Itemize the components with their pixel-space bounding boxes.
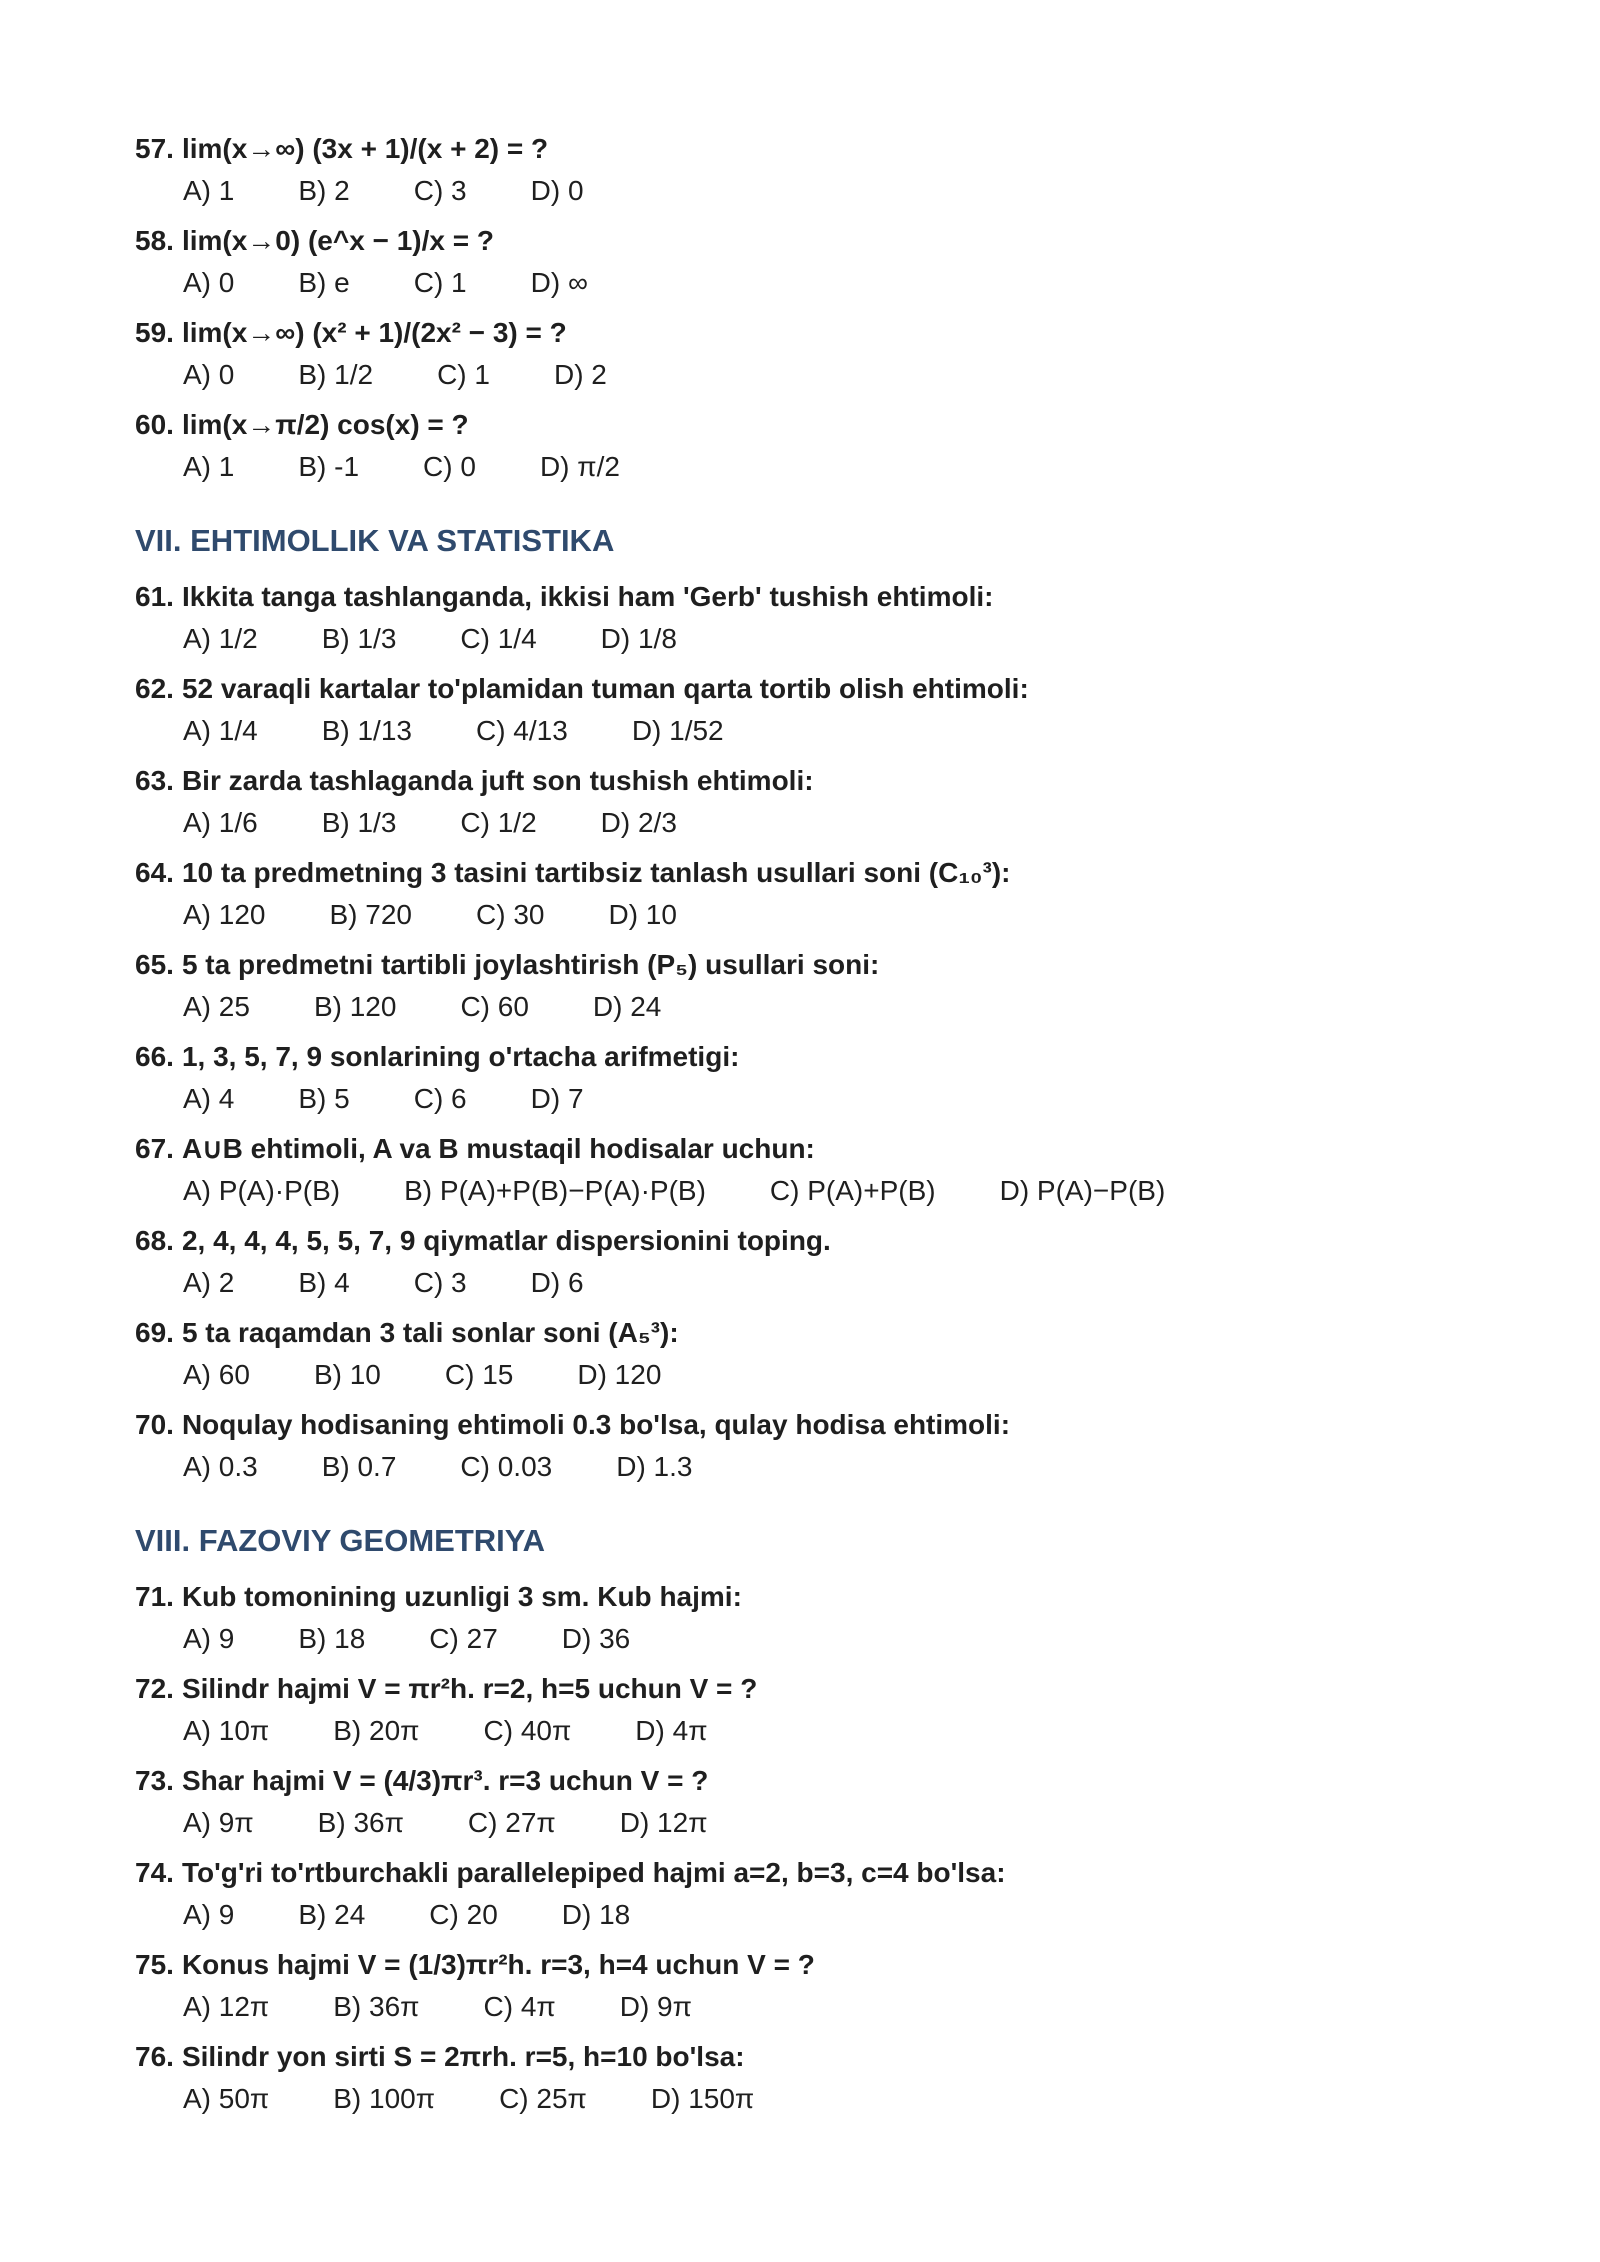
answer-options — [135, 1710, 1475, 1752]
answer-option: C) 4/13 — [475, 715, 568, 746]
answer-option: B) 2 — [298, 175, 350, 206]
answer-option: B) 120 — [313, 991, 397, 1022]
answer-option: B) 0.7 — [321, 1451, 397, 1482]
question-number: 73. — [135, 1765, 174, 1796]
answer-option: B) 36π — [333, 1991, 420, 2022]
answer-option: A) 1 — [183, 451, 235, 482]
answer-option: C) 0 — [423, 451, 476, 482]
question-number: 71. — [135, 1581, 174, 1612]
question-body: 1, 3, 5, 7, 9 sonlarining o'rtacha arifmetigi: — [181, 1041, 740, 1072]
answer-option: B) 1/13 — [321, 715, 412, 746]
question-item — [135, 1668, 1475, 1752]
question-body: 2, 4, 4, 4, 5, 5, 7, 9 qiymatlar dispersionini toping. — [181, 1225, 831, 1256]
answer-option: A) 12π — [183, 1991, 270, 2022]
answer-options — [135, 802, 1475, 844]
answer-option: C) 6 — [413, 1083, 467, 1114]
answer-option: D) 0 — [530, 175, 584, 206]
answer-options — [135, 1446, 1475, 1488]
answer-option: D) 120 — [577, 1359, 662, 1390]
answer-options — [135, 446, 1475, 488]
answer-option: A) 120 — [183, 899, 266, 930]
question-number: 61. — [135, 581, 174, 612]
answer-option: D) P(A)−P(B) — [999, 1175, 1166, 1206]
question-body: Kub tomonining uzunligi 3 sm. Kub hajmi: — [181, 1581, 742, 1612]
question-text — [135, 220, 1475, 262]
answer-option: C) 20 — [429, 1899, 498, 1930]
question-text — [135, 1220, 1475, 1262]
question-text — [135, 404, 1475, 446]
answer-option: D) 150π — [650, 2083, 755, 2114]
question-number: 57. — [135, 133, 174, 164]
answer-option: A) 0.3 — [183, 1451, 258, 1482]
answer-options — [135, 710, 1475, 752]
question-number: 74. — [135, 1857, 174, 1888]
answer-options — [135, 170, 1475, 212]
section-heading: VIII. FAZOVIY GEOMETRIYA — [135, 1523, 545, 1558]
question-text — [135, 2036, 1475, 2078]
question-body: Konus hajmi V = (1/3)πr²h. r=3, h=4 uchun V = ? — [181, 1949, 815, 1980]
answer-option: D) 10 — [608, 899, 677, 930]
answer-option: A) 10π — [183, 1715, 270, 1746]
question-list — [135, 128, 1475, 2128]
question-body: 52 varaqli kartalar to'plamidan tuman qarta tortib olish ehtimoli: — [181, 673, 1029, 704]
question-text — [135, 1852, 1475, 1894]
question-number: 58. — [135, 225, 174, 256]
question-body: lim(x→∞) (3x + 1)/(x + 2) = ? — [181, 133, 549, 164]
answer-option: B) 5 — [298, 1083, 350, 1114]
question-body: Ikkita tanga tashlanganda, ikkisi ham 'Gerb' tushish ehtimoli: — [181, 581, 994, 612]
answer-option: C) 1 — [437, 359, 490, 390]
answer-option: A) 1/4 — [183, 715, 258, 746]
answer-option: A) 9 — [183, 1899, 235, 1930]
question-text — [135, 1404, 1475, 1446]
answer-option: C) 25π — [499, 2083, 587, 2114]
question-item — [135, 1036, 1475, 1120]
answer-option: A) 0 — [183, 359, 235, 390]
answer-option: B) 100π — [333, 2083, 436, 2114]
answer-option: D) 9π — [619, 1991, 692, 2022]
answer-option: A) 2 — [183, 1267, 235, 1298]
answer-options — [135, 1354, 1475, 1396]
question-number: 76. — [135, 2041, 174, 2072]
question-number: 63. — [135, 765, 174, 796]
answer-option: A) 1/2 — [183, 623, 258, 654]
answer-option: A) 9 — [183, 1623, 235, 1654]
answer-options — [135, 894, 1475, 936]
question-body: 5 ta raqamdan 3 tali sonlar soni (A₅³): — [181, 1317, 679, 1348]
answer-option: A) 1/6 — [183, 807, 258, 838]
answer-option: C) 40π — [483, 1715, 572, 1746]
answer-option: B) 4 — [298, 1267, 350, 1298]
question-number: 69. — [135, 1317, 174, 1348]
question-item — [135, 220, 1475, 304]
answer-option: D) 1.3 — [616, 1451, 693, 1482]
answer-option: D) π/2 — [539, 451, 620, 482]
answer-option: A) 4 — [183, 1083, 235, 1114]
question-body: lim(x→∞) (x² + 1)/(2x² − 3) = ? — [181, 317, 567, 348]
answer-option: A) 50π — [183, 2083, 270, 2114]
answer-option: C) 27π — [467, 1807, 556, 1838]
answer-options — [135, 262, 1475, 304]
question-item — [135, 1576, 1475, 1660]
answer-option: C) 0.03 — [460, 1451, 553, 1482]
answer-option: D) 36 — [561, 1623, 631, 1654]
answer-options — [135, 1078, 1475, 1120]
answer-option: B) 1/3 — [321, 807, 397, 838]
answer-options — [135, 1170, 1475, 1212]
answer-option: A) 0 — [183, 267, 235, 298]
question-text — [135, 1312, 1475, 1354]
question-body: Silindr yon sirti S = 2πrh. r=5, h=10 bo'lsa: — [181, 2041, 745, 2072]
question-item — [135, 1128, 1475, 1212]
question-item — [135, 1944, 1475, 2028]
question-item — [135, 312, 1475, 396]
answer-options — [135, 1802, 1475, 1844]
question-number: 65. — [135, 949, 174, 980]
answer-option: B) -1 — [298, 451, 360, 482]
answer-option: C) P(A)+P(B) — [769, 1175, 936, 1206]
question-text — [135, 1128, 1475, 1170]
answer-option: C) 30 — [476, 899, 545, 930]
answer-option: D) 6 — [530, 1267, 584, 1298]
answer-option: D) 1/8 — [600, 623, 677, 654]
question-number: 59. — [135, 317, 174, 348]
answer-option: C) 1/4 — [460, 623, 537, 654]
answer-option: C) 27 — [429, 1623, 498, 1654]
answer-options — [135, 1262, 1475, 1304]
question-item — [135, 760, 1475, 844]
answer-option: B) 18 — [298, 1623, 366, 1654]
answer-option: B) 720 — [329, 899, 412, 930]
answer-options — [135, 618, 1475, 660]
answer-option: D) 7 — [530, 1083, 584, 1114]
answer-option: D) ∞ — [530, 267, 588, 298]
question-text — [135, 1760, 1475, 1802]
question-number: 62. — [135, 673, 174, 704]
question-text — [135, 1668, 1475, 1710]
answer-options — [135, 2078, 1475, 2120]
answer-option: A) P(A)·P(B) — [183, 1175, 341, 1206]
answer-option: B) 36π — [317, 1807, 404, 1838]
question-item — [135, 1220, 1475, 1304]
answer-option: A) 25 — [183, 991, 250, 1022]
answer-options — [135, 1986, 1475, 2028]
question-number: 60. — [135, 409, 174, 440]
question-text — [135, 1576, 1475, 1618]
question-text — [135, 1944, 1475, 1986]
question-number: 64. — [135, 857, 174, 888]
question-number: 66. — [135, 1041, 174, 1072]
question-body: To'g'ri to'rtburchakli parallelepiped hajmi a=2, b=3, c=4 bo'lsa: — [181, 1857, 1006, 1888]
question-text — [135, 944, 1475, 986]
answer-option: B) 1/3 — [321, 623, 397, 654]
question-body: Silindr hajmi V = πr²h. r=2, h=5 uchun V = ? — [181, 1673, 758, 1704]
question-text — [135, 668, 1475, 710]
question-text — [135, 576, 1475, 618]
answer-options — [135, 986, 1475, 1028]
question-item — [135, 2036, 1475, 2120]
answer-option: C) 15 — [444, 1359, 514, 1390]
question-text — [135, 852, 1475, 894]
question-body: A∪B ehtimoli, A va B mustaqil hodisalar uchun: — [181, 1133, 815, 1164]
answer-option: A) 1 — [183, 175, 235, 206]
question-number: 68. — [135, 1225, 174, 1256]
question-item — [135, 1852, 1475, 1936]
question-item — [135, 1760, 1475, 1844]
question-text — [135, 760, 1475, 802]
answer-option: A) 60 — [183, 1359, 250, 1390]
answer-option: C) 3 — [413, 175, 467, 206]
answer-option: D) 12π — [619, 1807, 708, 1838]
answer-option: C) 1/2 — [460, 807, 537, 838]
question-body: lim(x→0) (e^x − 1)/x = ? — [181, 225, 494, 256]
answer-option: C) 3 — [413, 1267, 467, 1298]
answer-options — [135, 1618, 1475, 1660]
answer-option: B) 24 — [298, 1899, 366, 1930]
answer-option: B) 1/2 — [298, 359, 374, 390]
answer-option: A) 9π — [183, 1807, 254, 1838]
answer-options — [135, 1894, 1475, 1936]
question-number: 70. — [135, 1409, 174, 1440]
question-item — [135, 576, 1475, 660]
answer-option: B) P(A)+P(B)−P(A)·P(B) — [404, 1175, 706, 1206]
question-item — [135, 1312, 1475, 1396]
answer-option: C) 60 — [460, 991, 529, 1022]
section-heading: VII. EHTIMOLLIK VA STATISTIKA — [135, 523, 615, 558]
answer-option: C) 4π — [483, 1991, 556, 2022]
question-item — [135, 404, 1475, 488]
answer-option: B) 10 — [313, 1359, 381, 1390]
question-body: 5 ta predmetni tartibli joylashtirish (P₅) usullari soni: — [181, 949, 880, 980]
answer-option: C) 1 — [413, 267, 467, 298]
question-item — [135, 668, 1475, 752]
question-body: Shar hajmi V = (4/3)πr³. r=3 uchun V = ? — [181, 1765, 709, 1796]
question-item — [135, 852, 1475, 936]
answer-option: D) 18 — [561, 1899, 631, 1930]
answer-option: D) 1/52 — [631, 715, 724, 746]
answer-options — [135, 354, 1475, 396]
answer-option: D) 2/3 — [600, 807, 677, 838]
question-text — [135, 312, 1475, 354]
question-item — [135, 944, 1475, 1028]
question-body: lim(x→π/2) cos(x) = ? — [181, 409, 469, 440]
answer-option: D) 24 — [592, 991, 662, 1022]
question-body: Noqulay hodisaning ehtimoli 0.3 bo'lsa, qulay hodisa ehtimoli: — [181, 1409, 1011, 1440]
answer-option: B) e — [298, 267, 350, 298]
answer-option: D) 4π — [635, 1715, 708, 1746]
question-text — [135, 128, 1475, 170]
question-number: 75. — [135, 1949, 174, 1980]
answer-option: B) 20π — [333, 1715, 420, 1746]
answer-option: D) 2 — [553, 359, 607, 390]
question-item — [135, 1404, 1475, 1488]
question-body: Bir zarda tashlaganda juft son tushish ehtimoli: — [181, 765, 814, 796]
question-item — [135, 128, 1475, 212]
question-text — [135, 1036, 1475, 1078]
question-body: 10 ta predmetning 3 tasini tartibsiz tanlash usullari soni (C₁₀³): — [181, 857, 1011, 888]
question-number: 72. — [135, 1673, 174, 1704]
question-number: 67. — [135, 1133, 174, 1164]
